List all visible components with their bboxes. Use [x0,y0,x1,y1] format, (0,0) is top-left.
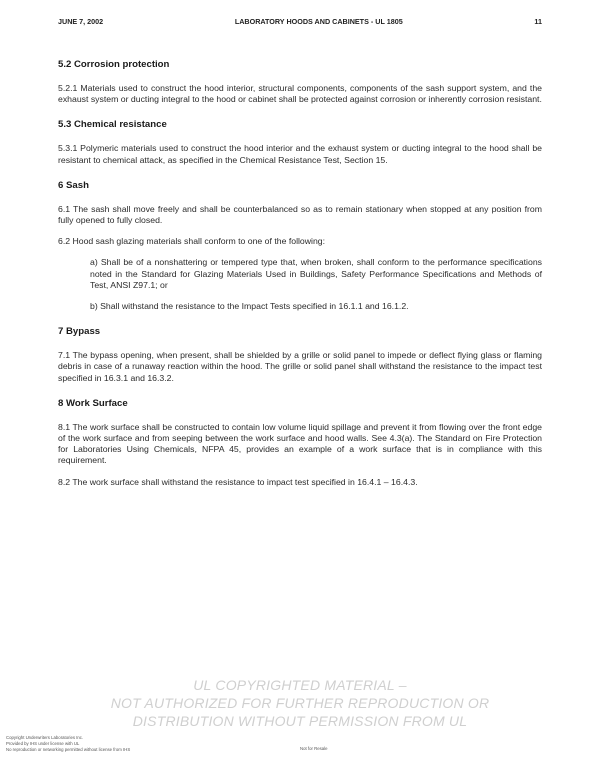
header-title: LABORATORY HOODS AND CABINETS - UL 1805 [234,17,403,26]
footer-line-2: Provided by IHS under license with UL [6,740,80,746]
section-5-3-heading: 5.3 Chemical resistance [58,119,167,131]
paragraph-6-2: 6.2 Hood sash glazing materials shall conform to one of the following: [58,236,326,247]
footer-not-for-resale: Not for Resale [300,746,328,751]
header-page-number: 11 [534,17,542,26]
paragraph-8-2: 8.2 The work surface shall withstand the resistance to impact test specified in 16.4.1 – 16.4.3. [58,476,418,487]
document-body [58,58,542,488]
paragraph-5-2-1: 5.2.1 Materials used to construct the hood interior, structural components, components of the sash support system, and the exhaust system or ducting integral to the hood or cabinet shall be protected against corrosion or inherently corrosion resistant. [58,83,542,105]
footer-line-3: No reproduction or networking permitted without license from IHS [6,746,131,752]
watermark-line-3: DISTRIBUTION WITHOUT PERMISSION FROM UL [132,713,468,729]
list-item-6-2-a: a) Shall be of a nonshattering or tempered type that, when broken, shall conform to the performance specifications noted in the Standard for Glazing Materials Used in Buildings, Safety Performance Specifications and Methods of Test, ANSI Z97.1; or [90,257,542,290]
list-item-6-2-b: b) Shall withstand the resistance to the Impact Tests specified in 16.1.1 and 16.1.2. [90,301,409,312]
paragraph-6-1: 6.1 The sash shall move freely and shall be counterbalanced so as to remain stationary when stopped at any position from fully opened to fully closed. [58,203,542,226]
paragraph-7-1: 7.1 The bypass opening, when present, shall be shielded by a grille or solid panel to impede or deflect flying glass or flaming debris in case of a runaway reaction within the hood. The grille or solid panel shall withstand the resistance to the impact test specified in 16.3.1 and 16.3.2. [58,350,542,383]
section-8-heading: 8 Work Surface [58,397,128,409]
section-5-2-heading: 5.2 Corrosion protection [58,59,170,70]
header-date: JUNE 7, 2002 [58,17,104,26]
section-7-heading: 7 Bypass [58,326,101,338]
paragraph-8-1: 8.1 The work surface shall be constructed to contain low volume liquid spillage and prevent it from flowing over the front edge of the work surface and from seeping between the work surface and hood walls. See 4.3(a). The Standard on Fire Protection for Laboratories Using Chemicals, NFPA 45, provides an example of a work surface that is in compliance with this requirement. [58,421,542,466]
footer-line-1: Copyright Underwriters Laboratories Inc. [6,735,84,740]
footer-license-notice [6,735,130,752]
watermark-line-1: UL COPYRIGHTED MATERIAL – [193,677,407,693]
watermark-line-2: NOT AUTHORIZED FOR FURTHER REPRODUCTION OR [110,695,490,711]
paragraph-5-3-1: 5.3.1 Polymeric materials used to construct the hood interior and the exhaust system or ducting integral to the hood shall be resistant to chemical attack, as specified in the Chemical Resistance Test, Section 15. [58,143,542,165]
section-6-heading: 6 Sash [58,179,89,191]
copyright-watermark [0,676,600,730]
page-header [58,17,542,26]
